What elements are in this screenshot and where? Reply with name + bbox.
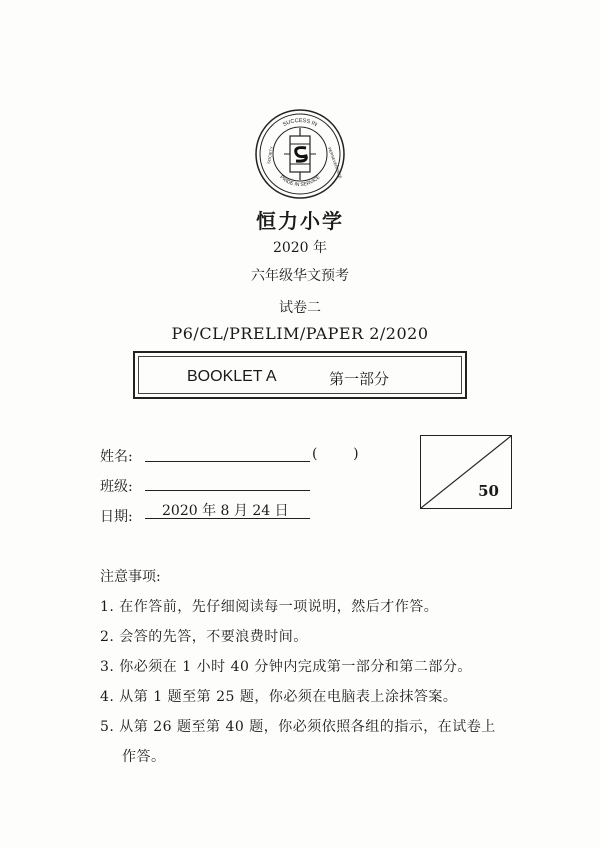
booklet-box — [133, 351, 467, 399]
date-value: 2020 年 8 月 24 日 — [162, 503, 289, 519]
crest-bottom-text: PRIDE IN SERVICE — [278, 174, 322, 189]
class-label: 班级: — [100, 479, 133, 495]
booklet-label-en: BOOKLET A — [187, 368, 277, 385]
note-item-3: 3. 你必须在 1 小时 40 分钟内完成第一部分和第二部分。 — [100, 659, 472, 675]
exam-title: 六年级华文预考 — [251, 268, 349, 284]
name-label: 姓名: — [100, 449, 133, 465]
score-box — [420, 435, 512, 509]
crest-top-text: SUCCESS IN — [282, 117, 318, 129]
crest-right-text: PERSEVERANCE — [327, 146, 344, 180]
notes-title: 注意事项: — [100, 569, 161, 585]
note-item-4: 4. 从第 1 题至第 25 题，你必须在电脑表上涂抹答案。 — [100, 689, 458, 705]
score-total: 50 — [478, 482, 499, 500]
exam-year: 2020 年 — [272, 240, 328, 256]
note-item-5-continued: 作答。 — [122, 749, 166, 765]
booklet-label-zh: 第一部分 — [329, 370, 390, 388]
note-item-5: 5. 从第 26 题至第 40 题，你必须依照各组的指示，在试卷上 — [100, 719, 496, 735]
school-name: 恒力小学 — [256, 209, 344, 233]
index-number-field[interactable]: ( ) — [312, 446, 359, 462]
note-item-2: 2. 会答的先答，不要浪费时间。 — [100, 629, 308, 645]
name-field[interactable] — [145, 461, 310, 462]
school-crest-logo — [254, 108, 346, 200]
paper-title: 试卷二 — [279, 300, 321, 316]
date-label: 日期: — [100, 509, 133, 525]
booklet-inner-frame — [138, 356, 462, 394]
paper-code: P6/CL/PRELIM/PAPER 2/2020 — [171, 324, 429, 343]
class-field[interactable] — [145, 490, 310, 491]
note-item-1: 1. 在作答前，先仔细阅读每一项说明，然后才作答。 — [100, 599, 439, 615]
crest-left-text: SOCIETY — [266, 146, 275, 165]
date-underline — [145, 518, 310, 519]
